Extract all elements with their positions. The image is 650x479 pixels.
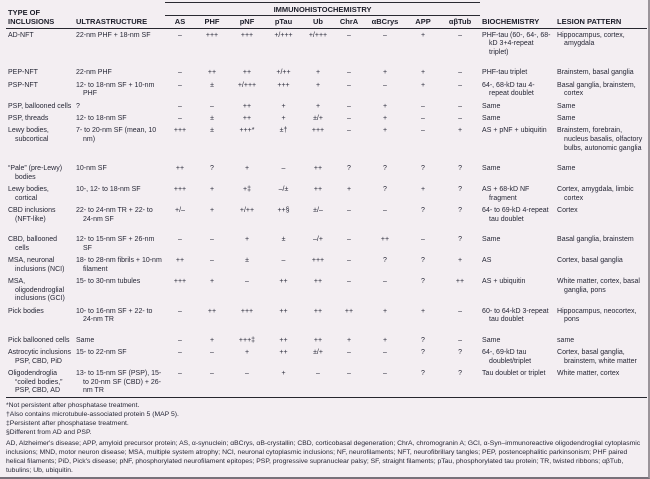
cell-type-of-inclusion: PSP, ballooned cells [8,102,72,110]
cell-biochemistry: Same [482,114,501,122]
cell-ultrastructure: 15- to 30-nm tubules [76,277,141,285]
cell-ihc-abcrys: – [383,369,387,377]
cell-ihc-app: + [420,69,426,77]
cell-ihc-abtub: – [458,114,462,122]
table-row [6,79,647,100]
cell-ihc-abtub: ? [458,235,462,243]
cell-ihc-abtub: ? [458,206,462,214]
cell-lesion-pattern: White matter, cortex, basal ganglia, pons [557,277,640,294]
cell-ihc-chra: – [347,81,351,89]
inclusions-table [6,2,647,398]
cell-ihc-chra: – [347,31,351,39]
cell-ihc-app: + [420,185,426,193]
cell-type-of-inclusion: AD-NFT [8,31,34,39]
cell-ihc-ptau: ++§ [277,206,290,214]
table-body [6,29,647,398]
cell-ihc-pnf: + [244,164,250,172]
footnotes-block [6,402,645,476]
footnote-dagger: †Also contains microtubule-associated protein 5 (MAP 5). [6,410,179,418]
cell-ihc-abtub: ? [458,185,462,193]
cell-ihc-as: – [178,369,182,377]
cell-ihc-abcrys: + [382,307,388,315]
table-row [6,67,647,79]
cell-ihc-as: – [178,307,182,315]
cell-ihc-ptau: +/+++ [274,31,293,39]
cell-ultrastructure: 18- to 28-nm fibrils + 10-nm filament [76,256,162,273]
cell-ihc-ub: ±/+ [313,114,323,122]
cell-ihc-pnf: +++‡ [238,336,256,344]
cell-biochemistry: AS + pNF + ubiquitin [482,127,547,134]
table-row [6,275,647,305]
cell-ultrastructure: 22- to 24-nm TR + 22- to 24-nm SF [76,206,153,223]
cell-type-of-inclusion: PSP-NFT [8,81,38,89]
cell-ihc-phf: ++ [207,307,217,315]
cell-ihc-ub: ++ [313,185,323,193]
cell-type-of-inclusion: PEP-NFT [8,69,38,77]
cell-lesion-pattern: White matter, cortex [557,369,620,377]
cell-ihc-ub: ++ [313,307,323,315]
cell-ihc-as: – [178,336,182,344]
cell-biochemistry: 60- to 64-kD 3-repeat tau doublet [482,307,549,324]
cell-ihc-phf: – [210,256,214,264]
cell-type-of-inclusion: Pick ballooned cells [8,336,70,344]
cell-ihc-phf: ± [210,127,214,134]
cell-ihc-app: ? [421,336,425,344]
col-header-abtub: αβTub [440,16,480,29]
cell-ihc-app: ? [421,369,425,377]
table-row [6,112,647,124]
cell-biochemistry: 64-, 68-kD tau 4-repeat doublet [482,81,535,98]
cell-ihc-chra: + [346,185,352,193]
cell-ihc-abtub: – [458,336,462,344]
cell-ihc-ub: ±/– [313,206,323,214]
cell-ihc-abcrys: – [383,31,387,39]
cell-ihc-as: – [178,69,182,77]
cell-biochemistry: PHF-tau (60-, 64-, 68-kD 3+4-repeat triplet) [482,31,551,56]
cell-type-of-inclusion: CBD inclusions (NFT-like) [8,206,56,223]
cell-ihc-chra: – [347,348,351,356]
cell-lesion-pattern: Hippocampus, neocortex, pons [557,307,637,324]
cell-biochemistry: AS [482,256,492,264]
cell-ihc-phf: – [210,102,214,110]
cell-ihc-abtub: – [458,102,462,110]
cell-ihc-phf: ± [210,81,214,89]
cell-ihc-ptau: + [281,114,286,122]
col-header-ptau: pTau [265,16,302,29]
cell-ihc-ptau: + [281,102,286,110]
cell-ihc-abtub: – [458,307,462,315]
cell-lesion-pattern: Same [557,102,576,110]
cell-ihc-chra: – [347,127,351,134]
cell-ihc-ptau: –/± [278,185,289,193]
table-header [6,3,647,29]
cell-ultrastructure: 22-nm PHF [76,69,112,77]
table-row [6,183,647,204]
cell-ihc-ub: ++ [313,277,323,285]
col-header-ub: Ub [302,16,334,29]
cell-ihc-ptau: +++ [277,81,290,89]
cell-ihc-pnf: – [245,369,249,377]
cell-ihc-abtub: + [457,256,463,264]
table-row [6,204,647,233]
footnote-double-dagger: ‡Persistent after phosphatase treatment. [6,419,129,427]
cell-ihc-as: +++ [173,127,187,134]
cell-ihc-app: – [421,114,425,122]
cell-ihc-abcrys: + [382,114,388,122]
cell-ihc-pnf: +++* [239,127,255,134]
cell-ihc-abcrys: ? [383,164,387,172]
cell-ihc-ub: + [315,69,321,77]
cell-ihc-ptau: ± [281,235,286,243]
table-row [6,233,647,254]
cell-ihc-abtub: – [458,81,462,89]
cell-biochemistry: Same [482,102,501,110]
cell-ihc-abcrys: – [383,81,387,89]
cell-ihc-ub: +++ [311,127,325,134]
cell-ihc-ptau: +/++ [276,69,291,77]
cell-biochemistry: 64-, 69-kD tau doublet/triplet [482,348,532,365]
cell-ultrastructure: 10- to 16-nm SF + 22- to 24-nm TR [76,307,153,324]
cell-ihc-ub: +++ [311,256,325,264]
cell-type-of-inclusion: Astrocytic inclusions PSP, CBD, PiD [8,348,72,365]
cell-lesion-pattern: Brainstem, basal ganglia [557,69,634,77]
cell-ihc-pnf: ++ [242,102,252,110]
cell-ihc-abcrys: – [383,277,387,285]
cell-ihc-phf: ? [210,164,214,172]
cell-ultrastructure: 22-nm PHF + 18-nm SF [76,31,151,39]
cell-lesion-pattern: Hippocampus, cortex, amygdala [557,31,625,48]
cell-ihc-phf: +++ [205,31,219,39]
cell-ihc-as: – [178,235,182,243]
cell-ihc-app: – [421,235,425,243]
cell-biochemistry: Same [482,235,501,243]
cell-ultrastructure: 12- to 15-nm SF + 26-nm SF [76,235,155,252]
cell-ihc-ptau: ++ [279,307,288,315]
cell-lesion-pattern: Same [557,114,576,122]
cell-ihc-abtub: ? [458,369,462,377]
cell-ihc-phf: + [209,277,215,285]
col-header-ultrastructure: ULTRASTRUCTURE [74,3,165,29]
cell-ihc-app: + [420,307,426,315]
cell-ihc-chra: – [347,235,351,243]
footnote-asterisk: *Not persistent after phosphatase treatment. [6,402,140,409]
cell-lesion-pattern: Basal ganglia, brainstem, cortex [557,81,636,98]
cell-ultrastructure: 10-, 12- to 18-nm SF [76,185,141,193]
cell-ihc-pnf: +‡ [243,185,251,193]
table-row [6,29,647,67]
col-header-abcrys: αBCrys [364,16,406,29]
col-header-app: APP [406,16,440,29]
cell-ihc-as: ++ [175,256,185,264]
cell-ihc-as: +/– [175,206,185,214]
cell-ihc-app: ? [421,277,425,285]
table-row [6,254,647,275]
table-row [6,367,647,397]
cell-ihc-app: + [420,81,426,89]
cell-ihc-pnf: +/++ [239,206,255,214]
cell-ihc-abcrys: – [383,348,387,356]
cell-ihc-ub: + [315,102,321,110]
cell-ihc-app: ? [421,206,425,214]
cell-ultrastructure: 15- to 22-nm SF [76,348,127,356]
cell-ihc-as: +++ [173,185,187,193]
cell-ihc-phf: – [210,369,214,377]
cell-ihc-chra: ? [347,164,351,172]
cell-ihc-abcrys: + [382,102,388,110]
cell-ihc-phf: + [209,336,215,344]
cell-biochemistry: PHF-tau triplet [482,69,528,77]
cell-lesion-pattern: Cortex, amygdala, limbic cortex [557,185,634,202]
col-header-biochemistry: BIOCHEMISTRY [480,3,555,29]
cell-ihc-pnf: – [245,277,249,285]
cell-ihc-abcrys: + [382,69,388,77]
cell-type-of-inclusion: “Pale” (pre-Lewy) bodies [8,164,63,181]
cell-ihc-abcrys: ? [383,256,387,264]
cell-ihc-pnf: +++ [240,31,254,39]
cell-ihc-ub: +/+++ [308,31,328,39]
cell-ihc-chra: – [347,206,351,214]
cell-ultrastructure: 7- to 20-nm SF (mean, 10 nm) [76,127,157,143]
cell-ihc-as: – [178,114,182,122]
cell-ihc-app: ? [421,164,425,172]
cell-ihc-pnf: ++ [242,114,252,122]
cell-ultrastructure: 12- to 18-nm SF + 10-nm PHF [76,81,155,98]
cell-ihc-app: ? [421,348,425,356]
cell-ihc-ub: –/+ [313,235,323,243]
cell-ihc-abtub: – [458,69,462,77]
cell-ihc-ub: ++ [313,164,323,172]
cell-ihc-as: – [178,102,182,110]
cell-ihc-chra: – [347,369,351,377]
cell-type-of-inclusion: Lewy bodies, subcortical [8,127,49,143]
cell-ihc-chra: – [347,69,351,77]
cell-ihc-ptau: – [281,164,286,172]
cell-ihc-phf: + [209,185,215,193]
col-header-pnf: pNF [229,16,265,29]
cell-ihc-chra: + [346,336,352,344]
table-row [6,334,647,346]
col-header-lesion-pattern: LESION PATTERN [555,3,647,29]
table-row [6,100,647,112]
abbreviations-paragraph: AD, Alzheimer's disease; APP, amyloid precursor protein; AS, α-synuclein; αBCrys, αB-crystallin; CBD, corticobasal degeneration; ChrA, chromogranin A; GCI, α-Syn–immunoreactive oligodendroglial cytoplasmic inclusions; MND, motor neuron disease; MSA, multiple system atrophy; NCI, neuronal cytoplasmic inclusions; NF, neurofilaments; NFT, neurofibrillary tangles; PEP, postencephalitic parkinsonism; PHF paired helical filaments; PiD, Pick's disease; pNF, phosphorylated neurofilament epitopes; PSP, progressive supranuclear palsy; SF, straight filaments; pTau, phosphorylated tau protein; TR, twisted ribbons; αβTub, tubulins; Ub, ubiquitin. [6,439,641,475]
cell-biochemistry: Same [482,164,501,172]
col-header-phf: PHF [195,16,229,29]
cell-ihc-chra: – [347,256,351,264]
cell-type-of-inclusion: MSA, oligodendroglial inclusions (GCI) [8,277,65,303]
cell-biochemistry: AS + ubiquitin [482,277,526,285]
cell-ihc-phf: ++ [207,69,217,77]
cell-ultrastructure: ? [76,102,80,110]
table-row [6,346,647,367]
cell-ihc-app: + [420,31,426,39]
cell-ihc-abtub: ? [458,348,462,356]
cell-biochemistry: AS + 68-kD NF fragment [482,185,530,202]
cell-ihc-abtub: + [457,127,463,134]
col-header-type: TYPE OF INCLUSIONS [6,3,74,29]
cell-biochemistry: Same [482,336,501,344]
cell-ihc-as: – [178,81,182,89]
cell-type-of-inclusion: Pick bodies [8,307,44,315]
cell-ihc-pnf: ± [245,256,249,264]
footnote-section: §Different from AD and PSP. [6,428,92,436]
cell-ihc-app: – [421,102,425,110]
cell-ihc-chra: – [347,114,351,122]
cell-lesion-pattern: Same [557,164,576,172]
header-group-row [6,3,647,16]
cell-ihc-ub: ±/+ [313,348,323,356]
cell-type-of-inclusion: Lewy bodies, cortical [8,185,49,202]
cell-ultrastructure: 13- to 15-nm SF (PSP), 15- to 20-nm SF (CBD) + 26-nm TR [76,369,162,395]
cell-biochemistry: Tau doublet or triplet [482,369,546,377]
cell-ihc-as: – [178,31,182,39]
cell-ihc-abcrys: – [383,206,387,214]
col-header-as: AS [165,16,195,29]
cell-ihc-abcrys: ++ [380,235,390,243]
cell-ihc-app: – [421,127,425,134]
cell-lesion-pattern: Brainstem, forebrain, nucleus basalis, olfactory bulbs, autonomic ganglia [557,127,643,152]
cell-lesion-pattern: same [557,336,575,344]
cell-lesion-pattern: Cortex, basal ganglia [557,256,623,264]
cell-type-of-inclusion: Oligodendroglia “coiled bodies,” PSP, CBD, AD [8,369,63,395]
cell-ihc-abcrys: + [382,127,388,134]
cell-ihc-app: ? [421,256,425,264]
cell-ihc-phf: – [210,235,214,243]
cell-ihc-abtub: ++ [455,277,465,285]
cell-type-of-inclusion: MSA, neuronal inclusions (NCI) [8,256,65,273]
cell-ihc-as: ++ [175,164,185,172]
cell-ihc-chra: ++ [344,307,354,315]
cell-lesion-pattern: Cortex, basal ganglia, brainstem, white matter [557,348,637,365]
cell-ihc-as: +++ [173,277,187,285]
cell-ihc-abtub: ? [458,164,462,172]
cell-ihc-phf: – [210,348,214,356]
cell-ihc-ptau: ++ [279,348,288,356]
cell-ihc-pnf: +++ [240,307,254,315]
cell-ihc-chra: – [347,102,351,110]
cell-ihc-ptau: + [281,369,286,377]
table-row [6,125,647,163]
cell-ihc-abtub: – [458,31,462,39]
cell-ihc-ub: – [316,369,320,377]
cell-ihc-pnf: +/+++ [237,81,257,89]
cell-ihc-pnf: + [244,348,250,356]
table-row [6,305,647,334]
cell-ihc-ptau: ±† [279,127,288,134]
table-row [6,162,647,183]
col-header-chra: ChrA [334,16,364,29]
cell-ihc-ptau: ++ [279,336,288,344]
cell-ihc-pnf: + [244,235,250,243]
cell-ultrastructure: 12- to 18-nm SF [76,114,127,122]
cell-ihc-as: – [178,348,182,356]
cell-biochemistry: 64- to 69-kD 4-repeat tau doublet [482,206,549,223]
cell-ihc-phf: + [209,206,215,214]
cell-ultrastructure: 10-nm SF [76,164,107,172]
cell-ihc-chra: – [347,277,351,285]
cell-ihc-abcrys: ? [383,185,387,193]
col-group-immunohistochemistry: IMMUNOHISTOCHEMISTRY [165,3,480,16]
cell-ihc-ptau: ++ [279,277,288,285]
cell-ihc-ub: + [315,81,321,89]
cell-type-of-inclusion: PSP, threads [8,114,49,122]
cell-ihc-ptau: – [281,256,286,264]
cell-ihc-pnf: ++ [242,69,252,77]
cell-ihc-phf: ± [210,114,214,122]
cell-ihc-abcrys: + [382,336,388,344]
cell-ihc-ub: ++ [313,336,323,344]
cell-ultrastructure: Same [76,336,95,344]
cell-type-of-inclusion: CBD, ballooned cells [8,235,58,252]
cell-lesion-pattern: Basal ganglia, brainstem [557,235,634,243]
cell-lesion-pattern: Cortex [557,206,578,214]
